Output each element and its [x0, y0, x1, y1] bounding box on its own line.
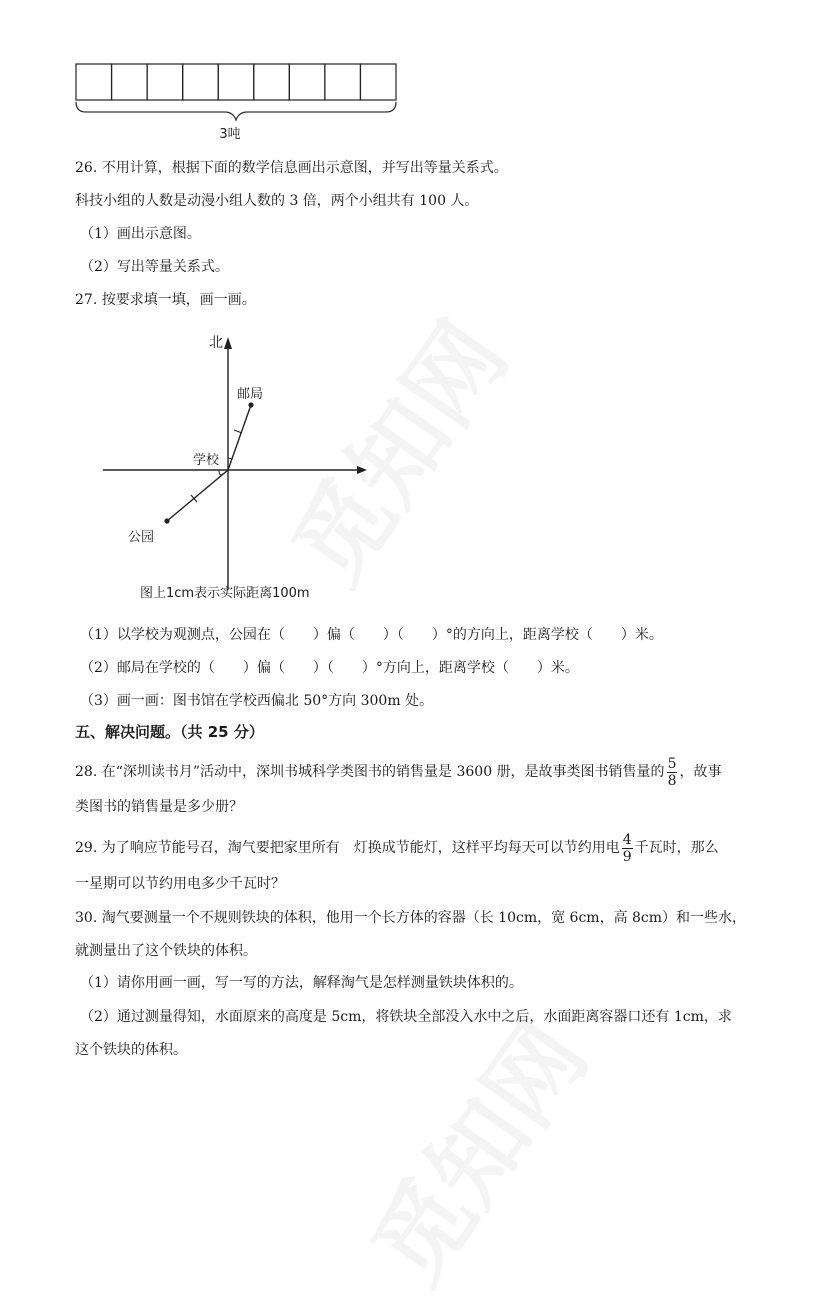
- tape-cell: [76, 64, 112, 100]
- q26-info: 科技小组的人数是动漫小组人数的 3 倍，两个小组共有 100 人。: [75, 193, 479, 209]
- q30-part2-line2: 这个铁块的体积。: [75, 1042, 187, 1058]
- q29-frac-num: 4: [622, 831, 632, 848]
- q28-text-a: 28. 在“深圳读书月”活动中，深圳书城科学类图书的销售量是 3600 册，是故事类图书销售量的: [75, 764, 665, 780]
- q27-title: 27. 按要求填一填，画一画。: [75, 292, 256, 308]
- angle-arc-park: [219, 470, 223, 475]
- q27-part3: （3）画一画：图书馆在学校西偏北 50°方向 300m 处。: [80, 693, 434, 709]
- q30-line2: 就测量出了这个铁块的体积。: [75, 943, 257, 959]
- school-label: 学校: [193, 453, 220, 468]
- tape-cell: [112, 64, 148, 100]
- section-five-title: 五、解决问题。（共 25 分）: [75, 723, 264, 741]
- tape-cell: [254, 64, 290, 100]
- direction-diagram: [95, 325, 385, 610]
- q28-line2: 类图书的销售量是多少册？: [75, 799, 243, 815]
- tape-label: 3吨: [219, 127, 241, 142]
- q28-frac-den: 8: [667, 772, 677, 789]
- tape-cell: [325, 64, 361, 100]
- q27-part2: （2）邮局在学校的（ ）偏（ ）（ ）°方向上，距离学校（ ）米。: [80, 660, 579, 676]
- east-arrow-icon: [357, 466, 367, 474]
- q29-text-b: 千瓦时，那么: [634, 840, 719, 856]
- tape-diagram: [70, 58, 410, 148]
- q28-line1: [75, 752, 721, 792]
- q28-frac-num: 5: [667, 755, 677, 772]
- q30-part2-line1: （2）通过测量得知，水面原来的高度是 5cm，将铁块全部没入水中之后，水面距离容器口还有 1cm，求: [80, 1009, 732, 1025]
- tape-cell: [289, 64, 325, 100]
- park-point: [164, 518, 169, 523]
- q28-fraction: [667, 756, 678, 789]
- park-label: 公园: [128, 530, 155, 545]
- post-office-tick: [234, 430, 242, 433]
- tape-cell: [183, 64, 219, 100]
- tape-cells: [76, 64, 396, 100]
- q29-line2: 一星期可以节约用电多少千瓦时？: [75, 876, 285, 892]
- north-arrow-icon: [224, 337, 232, 349]
- q26-part2: （2）写出等量关系式。: [80, 259, 229, 275]
- q29-line1: [75, 828, 719, 868]
- north-label: 北: [209, 335, 223, 351]
- tape-brace: [76, 102, 396, 120]
- scale-note: 图上1cm表示实际距离100m: [140, 586, 310, 601]
- post-office-point: [248, 402, 253, 407]
- q26-part1: （1）画出示意图。: [80, 226, 201, 242]
- q30-part1: （1）请你用画一画，写一写的方法，解释淘气是怎样测量铁块体积的。: [80, 975, 523, 991]
- q28-text-b: ，故事: [679, 764, 722, 780]
- watermark-bottom: [335, 991, 612, 1305]
- park-ray: [167, 470, 228, 521]
- q29-fraction: [622, 832, 633, 865]
- tape-cell: [360, 64, 396, 100]
- q29-frac-den: 9: [622, 848, 632, 865]
- post-office-label: 邮局: [237, 387, 264, 402]
- tape-cell: [218, 64, 254, 100]
- q29-text-a: 29. 为了响应节能号召，淘气要把家里所有 灯换成节能灯，这样平均每天可以节约用电: [75, 840, 620, 856]
- q30-line1: 30. 淘气要测量一个不规则铁块的体积，他用一个长方体的容器（长 10cm，宽 6cm，高 8cm）和一些水，: [75, 910, 747, 926]
- q26-title: 26. 不用计算，根据下面的数学信息画出示意图，并写出等量关系式。: [75, 160, 508, 176]
- q27-part1: （1）以学校为观测点，公园在（ ）偏（ ）（ ）°的方向上，距离学校（ ）米。: [80, 627, 663, 643]
- post-office-ray: [228, 405, 251, 470]
- tape-cell: [147, 64, 183, 100]
